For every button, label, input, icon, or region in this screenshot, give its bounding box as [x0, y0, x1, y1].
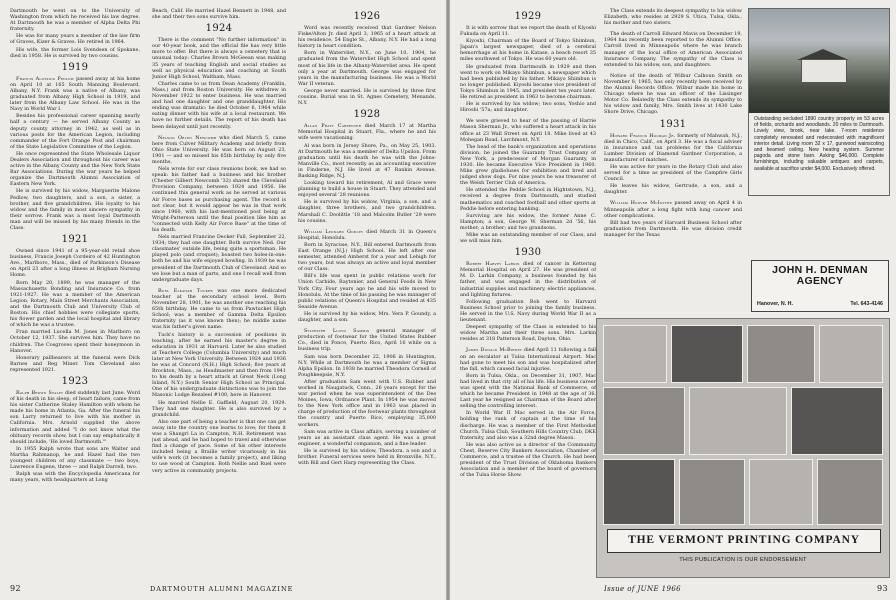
- paragraph: He is survived by his widow; two sons, Yoshio and Hiroshi '57a; and daughter.: [460, 101, 596, 114]
- paragraph: Beach, Calif. He married Hazel Bennett in 1948, and she and their two sons survive him.: [152, 8, 286, 21]
- obituary-name: William Leonard Godley: [304, 228, 364, 235]
- paragraph: general manager of production of footwear for the United States Rubber Co., died in Ponce, Puerto Rico, April 16 while on a business trip.: [298, 328, 436, 353]
- paragraph: After graduation Sam went with U.S. Rubber and worked in Naugatuck, Conn., 26 years except for the war period when he was superintendent of the Des Moines, Iowa, Ordnance Plant. In 1954 he was moved to the New York office and in 1963 was placed in charge of production of the footwear plants throughout the country and Puerto Rico, employing 35,000 workers.: [298, 378, 436, 428]
- obituary-name: Sylvester Lloyd Sammis: [304, 328, 370, 335]
- paragraph: The Class extends its deepest sympathy to his widow Elizabeth, who resides at 2929 S. Utica, Tulsa, Okla., his mother and two sisters.: [604, 8, 742, 27]
- ad-photo-tile: [747, 325, 815, 383]
- paragraph: He graduated from Dartmouth in 1929 and then went to work on Mikayo Shimbun, a newspaper which had been published by his father. Mikayo Shimbun is no longer published. Kiyoshi became vice president of Tokyo Shimbun in 1945, and president ten years later. He retired as president in 1963 to become chairman.: [460, 63, 596, 101]
- paragraph: In World War II Mac served in the Air Force, holding the rank of captain at the time of his discharge. He was a member of the First Methodist Church, Tulsa Club, Southern Hills Country Club, DKE fraternity, and also was a 32nd degree Mason.: [460, 410, 596, 441]
- obituary-name: Ralph Brown Staley: [16, 389, 64, 396]
- left-column-1: [10, 8, 140, 578]
- paragraph: He is survived by his widow, Mrs. Vera P. Goundy, a daughter, and a son.: [298, 310, 436, 324]
- ad-photo-tile: [791, 387, 883, 455]
- obituary-name: Allan Pratt Carpenter: [304, 123, 362, 130]
- paragraph: He is survived by his widow, Theodora, a son and a brother. Funeral services were held in Bronxville, N.Y., with Bill and Gert Harp representing the Class.: [298, 447, 436, 467]
- class-year-heading: 1931: [659, 118, 687, 130]
- obituary-name: Robert Harvey Larkin: [466, 261, 520, 268]
- paragraph: In 1955 Ralph wrote that sons are Walter and Martha Rahmanop, he and Hazel had the two youngest children of any classmate — two boys, Lawrence Eugene, three — and Ralph Darrell, two.: [10, 445, 140, 471]
- paragraph: He is survived by his widow, Marguerite Malone Pedlow, two daughters, and a son, a sister, a brother, and five grandchildren. His loyalty to his widow and the family in most sincere sympathy in their sorrow. Frank was a most loyal Dartmouth man and will be missed by his many friends in the Class.: [10, 188, 140, 231]
- paragraph: died March 31 in Queen's Hospital, Honolulu.: [298, 228, 436, 241]
- paragraph: Following graduation Bob went to Harvard Business School prior to joining the family business. He served in the U.S. Navy during World War II as a lieutenant.: [460, 298, 596, 324]
- property-photo: [749, 9, 889, 113]
- denman-agency-ad: [751, 260, 889, 312]
- left-column-2: [152, 8, 286, 578]
- ad-photo-tile: [603, 325, 667, 383]
- printing-company-name: THE VERMONT PRINTING COMPANY: [628, 534, 860, 546]
- paragraph: died March 17 at Martha Memorial Hospital in Stuart, Fla., where he and his wife were vacationing.: [298, 123, 436, 142]
- ad-photo-tile: [819, 325, 883, 383]
- paragraph: formerly of Mahwah, N.J., died in Chico, Calif., on April 3. He was a fiscal adviser in insurance and tax problems for the California Lumber Division of Diamond Gardner Corporation, a manufacturer of matches.: [604, 132, 742, 163]
- class-year-heading: 1926: [353, 11, 381, 22]
- paragraph: Deepest sympathy of the Class is extended to his widow Martha and their three sons. Mrs. Larkin resides at 318 Patterson Road, Dayton, Ohio.: [460, 324, 596, 343]
- paragraph: Born in Watervliet, N.Y., on June 10, 1904, he graduated from the Watervliet High School and spent most of his life in the Albany-Watervliet area. He spent only a year at Dartmouth. George was engaged for years in the manufacturing business. He was a World War II veteran.: [298, 50, 436, 87]
- obituary-name: Francis Aloysius Pedlow: [16, 75, 74, 82]
- paragraph: Also one part of being a teacher is that one can get away into the country one learns to love; for them it was a Shangri La in Campton, N.H. Retirement was just ahead, and he had hoped to travel and otherwise find a change of pace. Some of his other interests included being a Braille writer vicariously in his wife's work (it becomes a family project), and liking to use wood at Campton. Both Nellie and Ruel were very active in community projects.: [152, 418, 286, 474]
- paragraph: Fran married Lucella M. Jones in Marlboro on October 12, 1937. She survives him. They have no children. The Cosgroves spent their honeymoon in Hanover.: [10, 329, 140, 354]
- paragraph: Bill's life was spent in public relations work for Union Carbide, Raytonier, and General Foods in New York City. Four years ago he and his wife moved to Honolulu. At the time of his passing he was manager of public relations of Queen's Hospital and resided at 435 Seaside Avenue.: [298, 273, 436, 310]
- ad-photo-tile: [671, 325, 743, 383]
- paragraph: Kiyoshi, Chairman of the Board of Tokyo Shimbun, Japan's largest newspaper, died of a cerebral hemorrhage at his home in Katase, a beach resort 35 miles southwest of Tokyo. He was 60 years old.: [460, 38, 596, 63]
- ad-photo-tile: [603, 459, 675, 525]
- paragraph: He was for many years a member of the law firm of Graves, Kizer & Graves. He retired in 1964.: [10, 33, 140, 46]
- paragraph: Honorary pallbearers at the funeral were Dick Barnes and Reg Miner. Tom Cleveland also represented 1921.: [10, 354, 140, 373]
- paragraph: Dartmouth he went on to the University of Washington from which he received his law degree. At Dartmouth he was a member of Alpha Delta Phi fraternity.: [10, 8, 140, 33]
- paragraph: He once represented the State Wholesale Liquor Dealers Association and throughout his career was active in the Albany County and the New York State Bar Associations. During the war years he helped organize the Dartmouth Alumni Association of Eastern New York.: [10, 150, 140, 188]
- paragraph: Looking toward his retirement, Al and Grace were planning to build a house in Stuart. They attended and enjoyed several '28 reunions.: [298, 180, 436, 199]
- paragraph: Charles came to us from Dean Academy (Franklin, Mass.) and from Boston University. He withdrew in November 1922 to enter business. He was married and had one daughter and one granddaughter. His ending was dramatic: he died October 6, 1964 while eating dinner with his wife at a local restaurant. We have no further details. The report of his death has been delayed until just recently.: [152, 80, 286, 130]
- paragraph: Born May 20, 1899, he was manager of the Massachusetts Bonding and Insurance Co. from 1921-1927. He was a member of the American Legion, Rotary, Main Street Merchants Association, and the Dartmouth Club and University Club of Boston. His chief hobbies were collegiate sports, his flower garden and the local hospital and library of which he was a trustee.: [10, 279, 140, 329]
- paragraph: was one more dedicated teacher at the secondary school level. Born November 28, 1901, he was another one reaching his 65th birthday. He came to us from Pawtucket High School; was a member of Gamma Delta Epsilon fraternity (as it was known then); he middle name was his father's given name.: [152, 287, 286, 331]
- ad-photo-tile: [603, 387, 685, 455]
- paragraph: He was also active as a director of the Community Chest, Reserve City Bankers Association, Chamber of Commerce, and a trustee of the Church. He had been president of the Trust Division of Oklahoma Bankers Association and a member of the board of governors of the Tulsa Horse Show.: [460, 441, 596, 479]
- paragraph: The death of Carroll Edward Mavis on December 19, 1964 has recently been reported to the Alumni Office. Carroll lived in Minneapolis where he was branch manager of the local office of American Associated Insurance Company. The sympathy of the Class is extended to his widow, son, and daughters.: [604, 31, 742, 68]
- vermont-printing-ad: [596, 318, 890, 578]
- paragraph: died of cancer in Kettering Memorial Hospital on April 27. He was president of M. D. Larkin Company, a business founded by his father, and was engaged in the distribution of industrial supplies and machinery, electric appliances, and lighting fixtures.: [460, 261, 596, 298]
- paragraph: He married Nellie E. Gaffield, August 20, 1929. They had one daughter. He is also survived by a grandchild.: [152, 399, 286, 418]
- obituary-name: Howard Francis Holman Jr.: [610, 132, 676, 139]
- ad-photo-tile: [817, 459, 883, 525]
- paragraph: Besides his professional career spanning nearly half a century — he served Albany County as deputy county attorney in 1942, as well as in various posts for the American Legion, including commander of the Fort Orange Post and chairman of the State Legislative Committee of the Legion.: [10, 113, 140, 150]
- class-year-heading: 1919: [61, 61, 89, 73]
- paragraph: who died March 5, came here from Culver Military Academy and briefly from Ohio State University. He was born on August 23, 1901 — and so missed his 65th birthday by only five months.: [152, 134, 286, 165]
- left-page: [0, 0, 446, 600]
- real-estate-ad: [748, 8, 890, 196]
- paragraph: Nels married Francine Decker Fall, September 22, 1934; they had one daughter. Both survive Ned. Our classmates' outside life, being quite a sportsman. He played polo (and croquet); boasted two holes-in-one: both he and his wife enjoyed bowling. In 1939 he was president of the Dartmouth Club of Cleveland. And so we lose but a man of parts, and one I recall well from undergraduate days.: [152, 234, 286, 283]
- paragraph: He attended the Peddie School in Hightstown, N.J., received a degree from Dartmouth, and studied mathematics and coached football and other sports at Peddie before entering banking.: [460, 187, 596, 212]
- class-year-heading: 1929: [514, 11, 542, 22]
- paragraph: Tuck's history is a succession of positions in teaching, after he earned his master's degree in education in 1931 at Harvard. Later he also studied at Teachers College (Columbia University) and much later at New York University. Between 1924 and 1936 he was at Concord (N.H.) High School; five years at Brockton, Mass., as Headmaster and then from 1941 to his death by a heart attack at Great Neck (Long Island, N.Y.) South Senior High School as Principal. One of his undergraduate distinctions was to join the Masonic Lodge Bezaleel #100, here in Hanover.: [152, 331, 286, 399]
- paragraph: passed away at his home on April 10 at 165 South Manning Boulevard, Albany, N.Y. Frank was a native of Albany, was graduated from Albany High School in 1919, and later from the Albany Law School. He was in the Navy in World War I.: [10, 75, 140, 113]
- paragraph: passed away on April 4 in Minneapolis after a long fight with lung cancer and other complications.: [604, 200, 742, 219]
- paragraph: died suddenly last June. Word of his death in his sleep, of heart failure, came from his sister Catherine Staley Hamilton with whom he made his home in Atlanta, Ga. After the funeral his son Larry returned to live with his mother in California. Mrs. Arnold supplied the above information and added "I do not know what the obituary records show, but I can say emphatically it should include, 'He loved Dartmouth.'": [10, 389, 140, 445]
- paragraph: Ralph was with the Encyclopedia Americana for many years, with headquarters at Long: [10, 471, 140, 484]
- paragraph: Mike was an outstanding member of our Class, and we will miss him.: [460, 232, 596, 245]
- real-estate-ad-text: Outstanding secluded 1890 country property on 53 acres of fields, orchards and woodlands. 20 miles to Dartmouth. Lovely view, brook, near lake. 7-room residence completely renovated and redecorated with magnificent interior detail. Living room 32 x 17, gunwood wainscoting and beamed ceiling. New heating system. Summer pagoda and stone barn. Asking $46,000. Complete furnishings, including valuable antiques and carpets, available at sacrifice under $4,000. Exclusively offered.: [754, 116, 884, 172]
- printing-company-tagline: THIS PUBLICATION IS OUR ENDORSEMENT: [679, 557, 807, 563]
- paragraph: Born in Syracuse, N.Y., Bill entered Dartmouth from East Orange (N.J.) High School. He left after one semester, attended Amherst for a year and Lehigh for two years, but was always an active and loyal member of our Class.: [298, 241, 436, 273]
- paragraph: Bill had two years of Harvard Business School after graduation from Dartmouth. He was division credit manager for the Texas: [604, 219, 742, 238]
- class-year-heading: 1921: [61, 234, 89, 246]
- ad-photo-tile: [749, 459, 813, 525]
- paragraph: Owned since 1941 of a 95-year-old retail shoe business, Francis Joseph Cordeiro of 42 Huntington Ave., Marlboro, Mass., died of Parkinson's Disease on April 23 after a long illness at Brigham Nursing Home.: [10, 248, 140, 279]
- paragraph: Sam was active in Class affairs, serving a number of years as an assistant class agent. He was a great engineer, a wonderful companion, and a fine leader.: [298, 428, 436, 447]
- paragraph: There is the comment "No further information" in our 40-year book, and the official file has very little more to offer. But there is always a cemetery that is unusual today: Charles Brown McGeean was making 35 years of teaching English and social studies as well as physical education and coaching at South Junior High School, Waltham, Mass.: [152, 37, 286, 80]
- denman-agency-town: Hanover, N. H.: [757, 301, 793, 307]
- paragraph: died April 11 following a fall on an escalator at Tulsa International Airport. Mac had gone to meet his son and was hospitalized after the fall, which caused facial injuries.: [460, 347, 596, 372]
- denman-agency-name: JOHN H. DENMAN AGENCY: [772, 264, 868, 287]
- left-column-3: [298, 8, 436, 578]
- paragraph: We were grieved to hear of the passing of Harrie Mason Sherman Jr., who suffered a heart attack in his office at 23 Wall Street on April 18. Mike lived at 43 Mohegan Road, Larchmont, N.Y.: [460, 118, 596, 143]
- paragraph: Notice of the death of Wilbur Calhoun Smith on November 8, 1965, has only recently been received by the Alumni Records Office. Wilbur made his home in Chicago where he was an officer of the Lissinger Motor Co. Belatedly the Class extends its sympathy to his widow and family, Mrs. Smith lives at 1430 Lake Shore Drive, Chicago.: [604, 72, 742, 116]
- obituary-name: Ruel Elkanah Tucker: [158, 287, 213, 294]
- paragraph: Sam was born December 22, 1906 in Huntington, N.Y. While at Dartmouth he was a member of Sigma Alpha Epsilon. In 1938 he married Theodora Cornell of Poughkeepsie, N.Y.: [298, 353, 436, 378]
- denman-agency-phone: Tel. 643-4146: [850, 301, 883, 307]
- right-column-2: [604, 8, 742, 312]
- obituary-name: Nelson Orlen Newcomb: [158, 134, 217, 141]
- magazine-title: DARTMOUTH ALUMNI MAGAZINE: [150, 585, 294, 593]
- obituary-name: William Hoover McIntyre: [610, 200, 672, 207]
- right-column-1: [460, 8, 596, 578]
- paragraph: He was active for years in the Rotary Club and also served for a time as president of the Campfire Girls Council.: [604, 163, 742, 183]
- paragraph: Born in Tulsa, Okla., on December 31, 1907, Mac had lived in that city all of his life. His business career was spent with the National Bank of Commerce, of which he became President in 1948 at the age of 36. Last year he resigned as Chairman of the Board after selling the controlling interest.: [460, 372, 596, 410]
- ad-photo-tile: [679, 459, 745, 525]
- ad-photo-tile: [689, 387, 787, 455]
- house-shape: [801, 59, 847, 83]
- paragraph: Nels wrote for our class reunions book, we had so speak: his father had a business and his brother (Chester Gilbert Newcomb '32) shared the Cleveland Provision Company, between 1924 and 1956. He continued this general work as he served at various Air Force bases as purchasing agent. The record is not clear, but it would appear he was in that work since 1960, with his last-mentioned post being at Wright-Patterson until the final position like him as "connected with Kelly Air Force Base" at the time of his death.: [152, 166, 286, 233]
- paragraph: Word was recently received that Gardner Nelson Fiske/Alton Jr. died April 3, 1965 of a heart attack at his residence, 54 Engle St., Albany, N.Y. He had a long history in heart condition.: [298, 25, 436, 50]
- paragraph: He leaves his widow, Gertrude, a son, and a daughter.: [604, 183, 742, 196]
- class-year-heading: 1928: [353, 109, 381, 121]
- issue-date: Issue of JUNE 1966: [604, 585, 682, 593]
- paragraph: It is with sorrow that we report the death of Kiyoshi Fukuda on April 11.: [460, 25, 596, 38]
- page-number: 92: [10, 584, 21, 593]
- class-year-heading: 1924: [205, 23, 233, 35]
- paragraph: Al was born in Jersey Shore, Pa., on May 25, 1903. At Dartmouth he was a member of Delta Upsilon. From graduation until his death he was with the Johns-Manville Co., most recently as an accounting executive in Finderne, N.J. He lived at 47 Rankin Avenue, Basking Ridge, N.J.: [298, 142, 436, 179]
- page-number: 93: [877, 584, 888, 593]
- paragraph: The head of the bank's organization and operations division, he joined the Guaranty Trust Company of New York, a predecessor of Morgan Guaranty, in 1930. He became Executive Vice President in 1960. Mike grew gladioluses for exhibition and bred and judged show dogs. For nine years he was treasurer of the Welsh Terrier Club of America.: [460, 143, 596, 187]
- paragraph: He is survived by his widow, Virginia, a son, and a daughter, three brothers, and two grandchildren. Marshall C. Doolittle '18 and Malcolm Butler '29 were his cousins.: [298, 199, 436, 224]
- paragraph: His wife, the former Lois Svendsen of Spokane, died in 1958. He is survived by two cousins.: [10, 46, 140, 59]
- paragraph: George never married. He is survived by three first cousins. Burial was in St. Agnes Cemetery, Menands, N.Y.: [298, 87, 436, 107]
- obituary-name: James Donald McBirney: [466, 347, 523, 354]
- printing-company-band: [607, 529, 881, 553]
- class-year-heading: 1930: [514, 247, 542, 259]
- class-year-heading: 1923: [61, 375, 89, 387]
- paragraph: Surviving are his widow, the former Anne C. Hampton; a son, George W. Sherman 2d '56, his mother; a brother; and two grandsons.: [460, 212, 596, 231]
